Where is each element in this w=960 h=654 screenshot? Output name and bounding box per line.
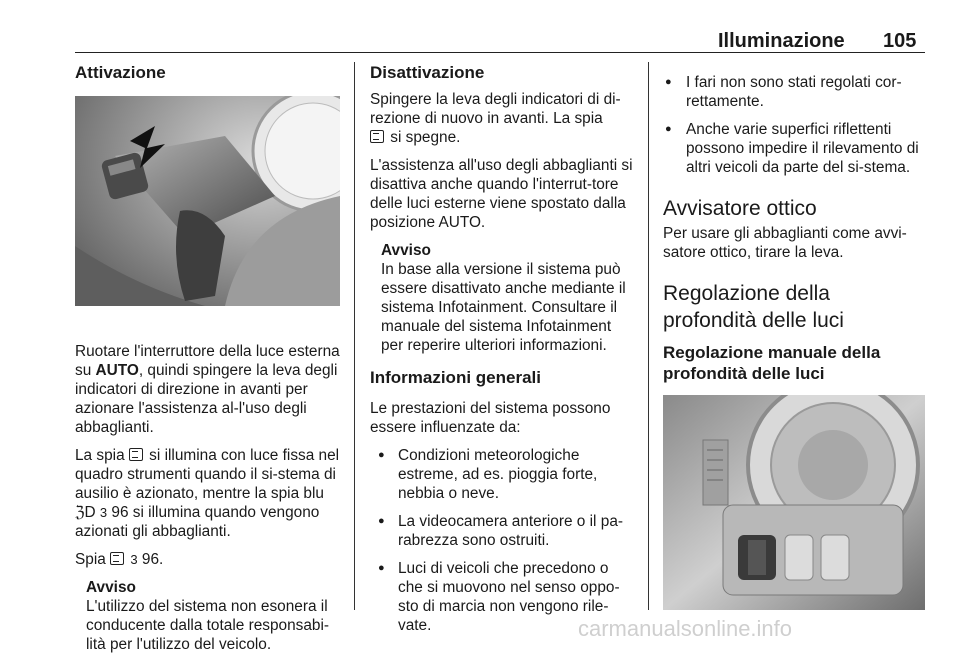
column-3 [663, 73, 925, 394]
column-2 [370, 62, 635, 644]
paragraph: Spia 3 96. [75, 551, 164, 568]
paragraph: L'assistenza all'uso degli abbaglianti si disattiva anche quando l'interrut-tore delle luci esterne viene spostato dalla posizione AUTO. [370, 157, 633, 231]
note-title: Avviso [86, 579, 136, 596]
note-box [370, 241, 635, 355]
column-divider [648, 62, 649, 610]
header-title: Illuminazione [718, 30, 845, 52]
column-divider [354, 62, 355, 610]
cross-reference-icon: 3 [130, 552, 138, 567]
note-box [75, 578, 343, 654]
section-heading-disattivazione: Disattivazione [370, 63, 485, 82]
list-item: ● I fari non sono stati regolati cor-rettamente. [663, 73, 925, 111]
headlight-range-photo [663, 395, 925, 610]
paragraph: Ruotare l'interruttore della luce esterna su AUTO, quindi spingere la leva degli indicatori di direzione in avanti per azionare l'assistenza al-l'uso degli abbaglianti. [75, 343, 340, 436]
conditions-list [370, 446, 635, 635]
list-item: ● Anche varie superfici riflettenti possono impedire il rilevamento di altri veicoli da parte del si-stema. [663, 120, 925, 177]
subheading-regolazione-manuale: Regolazione manuale della profondità delle luci [663, 343, 881, 383]
paragraph: La spia si illumina con luce fissa nel quadro strumenti quando il si-stema di ausilio è azionato, mentre la spia blu ℨD 3 96 si illumina quando vengono azionati gli abbaglianti. [75, 447, 340, 540]
section-heading-attivazione: Attivazione [75, 63, 166, 82]
paragraph: Spingere la leva degli indicatori di di-rezione di nuovo in avanti. La spia si spegne. [370, 91, 621, 146]
high-beam-assist-icon [129, 448, 143, 461]
conditions-list-continued [663, 73, 925, 177]
paragraph: Le prestazioni del sistema possono essere influenzate da: [370, 400, 611, 436]
section-heading-informazioni-generali: Informazioni generali [370, 368, 541, 387]
high-beam-assist-icon [110, 552, 124, 565]
list-item: ● Luci di veicoli che precedono o che si muovono nel senso oppo-sto di marcia non vengono rile-vate. [370, 559, 635, 635]
note-text: In base alla versione il sistema può essere disattivato anche mediante il sistema Infotainment. Consultare il manuale del sistema Infotainment per reperire ulteriori informazioni. [381, 261, 626, 354]
list-item: ● Condizioni meteorologiche estreme, ad es. pioggia forte, nebbia o neve. [370, 446, 635, 503]
watermark: carmanualsonline.info [578, 616, 793, 641]
high-beam-blue-icon: ℨD [75, 504, 96, 521]
lever-photo [75, 96, 340, 306]
note-text: L'utilizzo del sistema non esonera il conducente dalla totale responsabi-lità per l'utilizzo del veicolo. [86, 598, 329, 653]
section-heading-regolazione: Regolazione della profondità delle luci [663, 282, 844, 332]
header-rule [75, 52, 925, 53]
section-heading-avvisatore-ottico: Avvisatore ottico [663, 197, 817, 220]
cross-reference-icon: 3 [99, 505, 108, 520]
note-title: Avviso [381, 242, 431, 259]
paragraph: Per usare gli abbaglianti come avvi-satore ottico, tirare la leva. [663, 225, 907, 261]
list-item: ● La videocamera anteriore o il pa-rabrezza sono ostruiti. [370, 512, 635, 550]
page-number: 105 [883, 30, 917, 52]
high-beam-assist-icon [370, 130, 384, 143]
